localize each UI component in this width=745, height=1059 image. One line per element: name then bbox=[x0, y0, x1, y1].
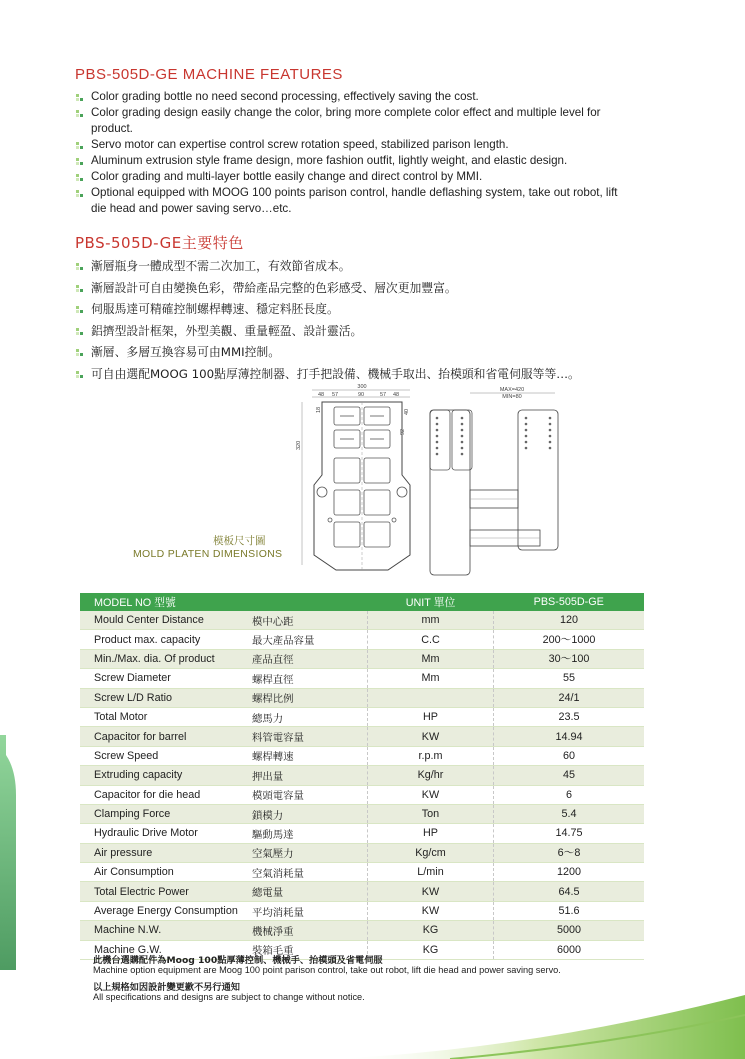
dim-90: 90 bbox=[358, 392, 365, 398]
dim-300: 300 bbox=[357, 384, 367, 390]
list-item: Aluminum extrusion style frame design, more fashion outfit, lightly weight, and elastic design. bbox=[75, 153, 635, 169]
table-row: Machine N.W. 機械淨重 KG 5000 bbox=[80, 921, 644, 940]
bullet-icon bbox=[76, 142, 83, 149]
table-row: Total Motor 總馬力 HP 23.5 bbox=[80, 707, 644, 726]
list-item: 漸層設計可自由變換色彩，帶給產品完整的色彩感受、層次更加豐富。 bbox=[75, 278, 635, 300]
list-item: 伺服馬達可精確控制螺桿轉速、穩定料胚長度。 bbox=[75, 299, 635, 321]
list-item: 鋁擠型設計框架，外型美觀、重量輕盈、設計靈活。 bbox=[75, 321, 635, 343]
spec-table bbox=[80, 593, 644, 960]
list-item: Optional equipped with MOOG 100 points parison control, handle deflashing system, take out robot, lift die head and power saving servo…etc. bbox=[75, 185, 635, 217]
diagram-caption-zh: 模板尺寸圖 bbox=[213, 535, 266, 547]
dim-57: 57 bbox=[332, 392, 339, 398]
dim-57: 57 bbox=[380, 392, 387, 398]
table-row: Product max. capacity 最大產品容量 C.C 200～1000 bbox=[80, 630, 644, 649]
table-row: Capacitor for barrel 料管電容量 KW 14.94 bbox=[80, 727, 644, 746]
dim-40: 40 bbox=[404, 408, 410, 415]
table-row: Average Energy Consumption 平均消耗量 KW 51.6 bbox=[80, 901, 644, 920]
dim-18: 18 bbox=[316, 406, 322, 413]
note-change-zh: 以上規格如因設計變更歉不另行通知 bbox=[93, 982, 240, 993]
table-row: Clamping Force 鎖模力 Ton 5.4 bbox=[80, 804, 644, 823]
list-item: Servo motor can expertise control screw rotation speed, stabilized parison length. bbox=[75, 137, 635, 153]
dim-92: 92 bbox=[400, 428, 406, 435]
features-en-title: PBS-505D-GE MACHINE FEATURES bbox=[75, 66, 343, 83]
table-row: Hydraulic Drive Motor 驅動馬達 HP 14.75 bbox=[80, 824, 644, 843]
list-item: 漸層瓶身一體成型不需二次加工，有效節省成本。 bbox=[75, 256, 635, 278]
table-row: Air Consumption 空氣消耗量 L/min 1200 bbox=[80, 863, 644, 882]
table-row: Screw L/D Ratio 螺桿比例 24/1 bbox=[80, 688, 644, 707]
bottle-image bbox=[0, 735, 18, 970]
bullet-icon bbox=[76, 306, 83, 313]
table-row: Air pressure 空氣壓力 Kg/cm 6～8 bbox=[80, 843, 644, 862]
table-header-row bbox=[80, 593, 644, 611]
bullet-icon bbox=[76, 94, 83, 101]
features-zh-title: PBS-505D-GE主要特色 bbox=[75, 234, 244, 252]
features-zh-list bbox=[75, 256, 635, 385]
table-row: Extruding capacity 押出量 Kg/hr 45 bbox=[80, 766, 644, 785]
header-unit: UNIT 單位 bbox=[368, 593, 494, 611]
dim-48: 48 bbox=[393, 392, 400, 398]
bullet-icon bbox=[76, 349, 83, 356]
bullet-icon bbox=[76, 285, 83, 292]
bullet-icon bbox=[76, 110, 83, 117]
bullet-icon bbox=[76, 190, 83, 197]
bullet-icon bbox=[76, 174, 83, 181]
table-row: Capacitor for die head 模頭電容量 KW 6 bbox=[80, 785, 644, 804]
list-item: Color grading design easily change the color, bring more complete color effect and multiple level for product. bbox=[75, 105, 635, 137]
table-row: Total Electric Power 總電量 KW 64.5 bbox=[80, 882, 644, 901]
header-value: PBS-505D-GE bbox=[494, 593, 645, 611]
note-change-en: All specifications and designs are subject to change without notice. bbox=[93, 992, 365, 1002]
mold-platen-diagram bbox=[290, 380, 590, 580]
list-item: 漸層、多層互換容易可由MMI控制。 bbox=[75, 342, 635, 364]
dim-max: MAX=420 bbox=[499, 387, 525, 393]
table-row: Machine G.W. 裝箱毛重 KG 6000 bbox=[80, 940, 644, 959]
bullet-icon bbox=[76, 328, 83, 335]
dim-320: 320 bbox=[296, 440, 302, 450]
list-item: Color grading and multi-layer bottle easily change and direct control by MMI. bbox=[75, 169, 635, 185]
table-row: Mould Center Distance 模中心距 mm 120 bbox=[80, 611, 644, 630]
header-model: MODEL NO 型號 bbox=[80, 593, 368, 611]
table-row: Screw Speed 螺桿轉速 r.p.m 60 bbox=[80, 746, 644, 765]
bullet-icon bbox=[76, 263, 83, 270]
table-row: Screw Diameter 螺桿直徑 Mm 55 bbox=[80, 669, 644, 688]
bullet-icon bbox=[76, 371, 83, 378]
features-en-list bbox=[75, 89, 635, 217]
list-item: 可自由選配MOOG 100點厚薄控制器、打手把設備、機械手取出、抬模頭和省電伺服等等…。 bbox=[75, 364, 635, 386]
note-option-en: Machine option equipment are Moog 100 point parison control, take out robot, lift die head and power saving servo. bbox=[93, 965, 561, 975]
table-row: Min./Max. dia. Of product 產品直徑 Mm 30～100 bbox=[80, 649, 644, 668]
bullet-icon bbox=[76, 158, 83, 165]
dim-min: MIN=80 bbox=[502, 394, 522, 400]
diagram-caption-en: MOLD PLATEN DIMENSIONS bbox=[133, 548, 283, 560]
list-item: Color grading bottle no need second processing, effectively saving the cost. bbox=[75, 89, 635, 105]
decorative-swoosh bbox=[330, 990, 745, 1059]
dim-48: 48 bbox=[318, 392, 325, 398]
note-option-zh: 此機台選購配件為Moog 100點厚薄控制、機械手、抬模頭及省電伺服 bbox=[93, 955, 383, 966]
